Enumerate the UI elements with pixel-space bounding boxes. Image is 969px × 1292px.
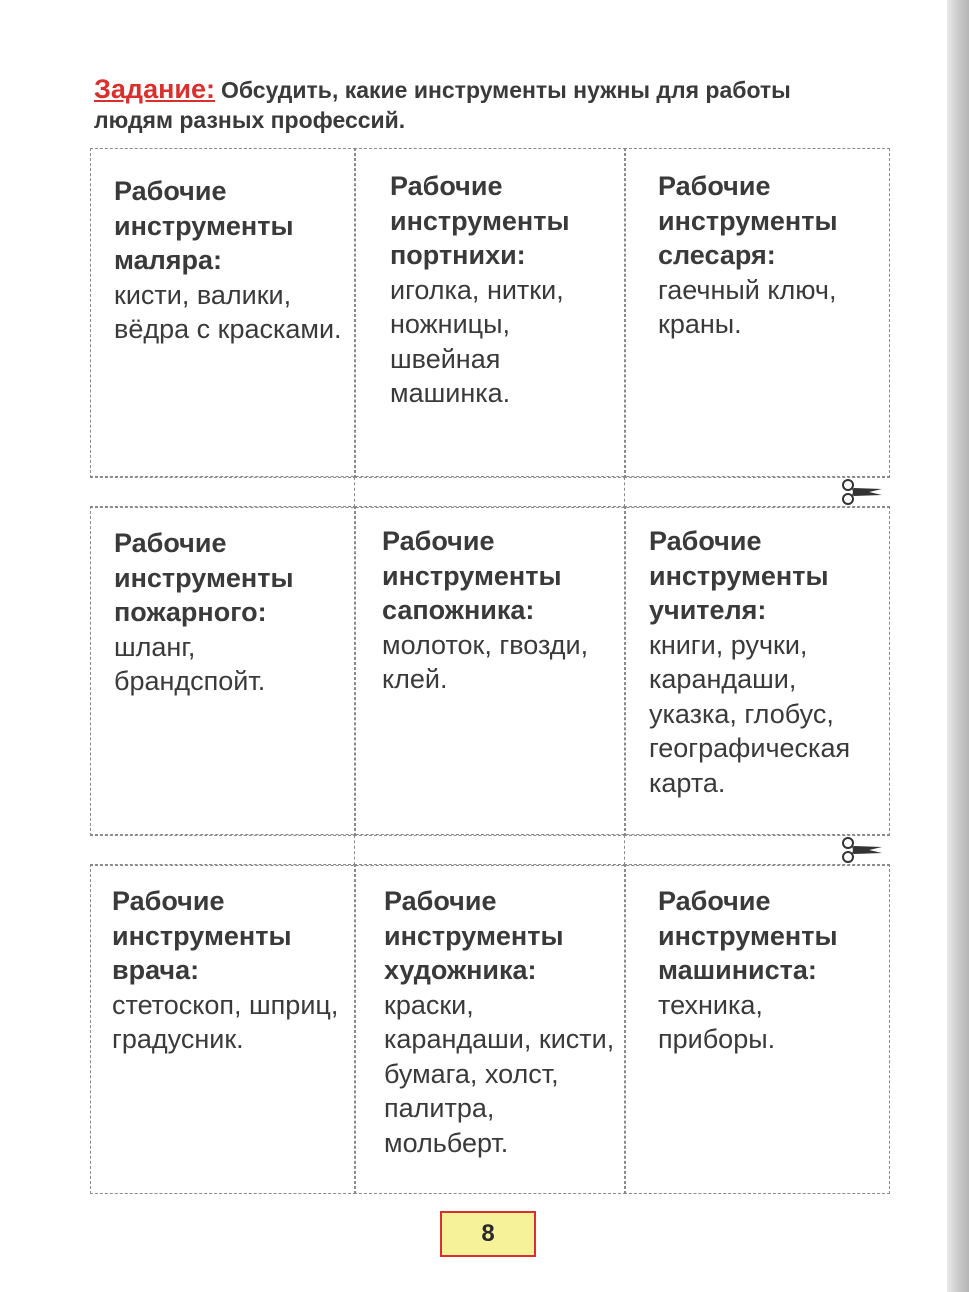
card-machinist: [658, 884, 884, 1057]
card-title: Рабочие инструменты пожарного:: [114, 528, 294, 627]
card-body: стетоскоп, шприц, градусник.: [112, 989, 339, 1054]
task-text: Обсудить, какие инструменты нужны для работы людям разных профессий.: [94, 77, 791, 133]
card-title: Рабочие инструменты врача:: [112, 886, 292, 985]
page-number: 8: [440, 1211, 536, 1257]
card-title: Рабочие инструменты сапожника:: [382, 526, 562, 625]
card-teacher: [649, 524, 885, 800]
card-body: краски, карандаши, кисти, бумага, холст, палитра, мольберт.: [384, 989, 615, 1158]
card-body: иголка, нитки, ножницы, швейная машинка.: [390, 274, 564, 408]
scissors-icon: [840, 478, 884, 506]
cut-strip: [90, 834, 890, 866]
card-painter: [114, 174, 346, 347]
card-title: Рабочие инструменты художника:: [384, 886, 564, 985]
card-body: техника, приборы.: [658, 989, 776, 1054]
card-title: Рабочие инструменты учителя:: [649, 526, 829, 625]
card-body: кисти, валики, вёдра с красками.: [114, 279, 342, 344]
card-title: Рабочие инструменты слесаря:: [658, 171, 838, 270]
card-shoemaker: [382, 524, 618, 697]
card-seamstress: [390, 169, 618, 411]
card-artist: [384, 884, 618, 1160]
card-locksmith: [658, 169, 884, 342]
page-edge-shadow: [947, 0, 969, 1292]
card-body: книги, ручки, карандаши, указка, глобус, географическая карта.: [649, 629, 851, 798]
task-label: Задание:: [94, 74, 215, 104]
card-body: гаечный ключ, краны.: [658, 274, 837, 339]
card-title: Рабочие инструменты маляра:: [114, 176, 294, 275]
card-doctor: [112, 884, 346, 1057]
cut-strip: [90, 476, 890, 508]
card-body: молоток, гвозди, клей.: [382, 629, 589, 694]
task-instruction: [94, 74, 834, 135]
card-title: Рабочие инструменты портнихи:: [390, 171, 570, 270]
scissors-icon: [840, 836, 884, 864]
card-title: Рабочие инструменты машиниста:: [658, 886, 838, 985]
card-firefighter: [114, 526, 346, 699]
card-body: шланг, брандспойт.: [114, 631, 266, 696]
